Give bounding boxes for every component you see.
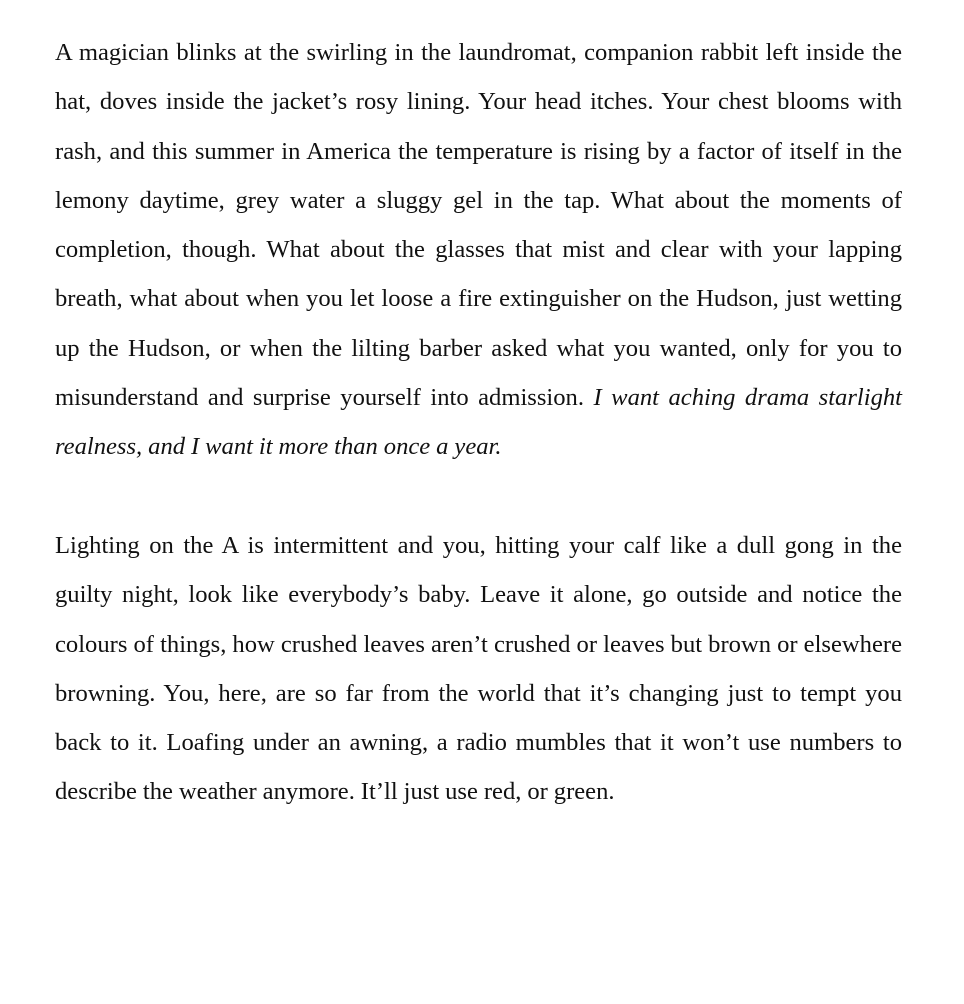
paragraph-2-text: Lighting on the A is intermittent and you, hitting your calf like a dull gong in the guilty night, look like everybody’s baby. Leave it alone, go outside and notice the colours of things, how crushed leaves aren’t crushed or leaves but brown or elsewhere browning. You, here, are so far from the world that it’s changing just to tempt you back to it. Loafing under an awning, a radio mumbles that it won’t use numbers to describe the weather anymore. It’ll just use red, or green. <box>55 531 902 806</box>
paragraph-1-text: A magician blinks at the swirling in the laundromat, companion rabbit left inside the hat, doves inside the jacket’s rosy lining. Your head itches. Your chest blooms with rash, and this summer in America the temperature is rising by a factor of itself in the lemony daytime, grey water a sluggy gel in the tap. What about the moments of completion, though. What about the glasses that mist and clear with your lapping breath, what about when you let loose a fire extinguisher on the Hudson, just wetting up the Hudson, or when the lilting barber asked what you wanted, only for you to misunderstand and surprise yourself into admission. <box>55 39 902 412</box>
paragraph-1 <box>55 28 902 472</box>
paragraph-1-italic-quote: I want aching drama starlight realness, and I want it more than once a year. <box>55 384 902 461</box>
paragraph-2 <box>55 521 902 817</box>
